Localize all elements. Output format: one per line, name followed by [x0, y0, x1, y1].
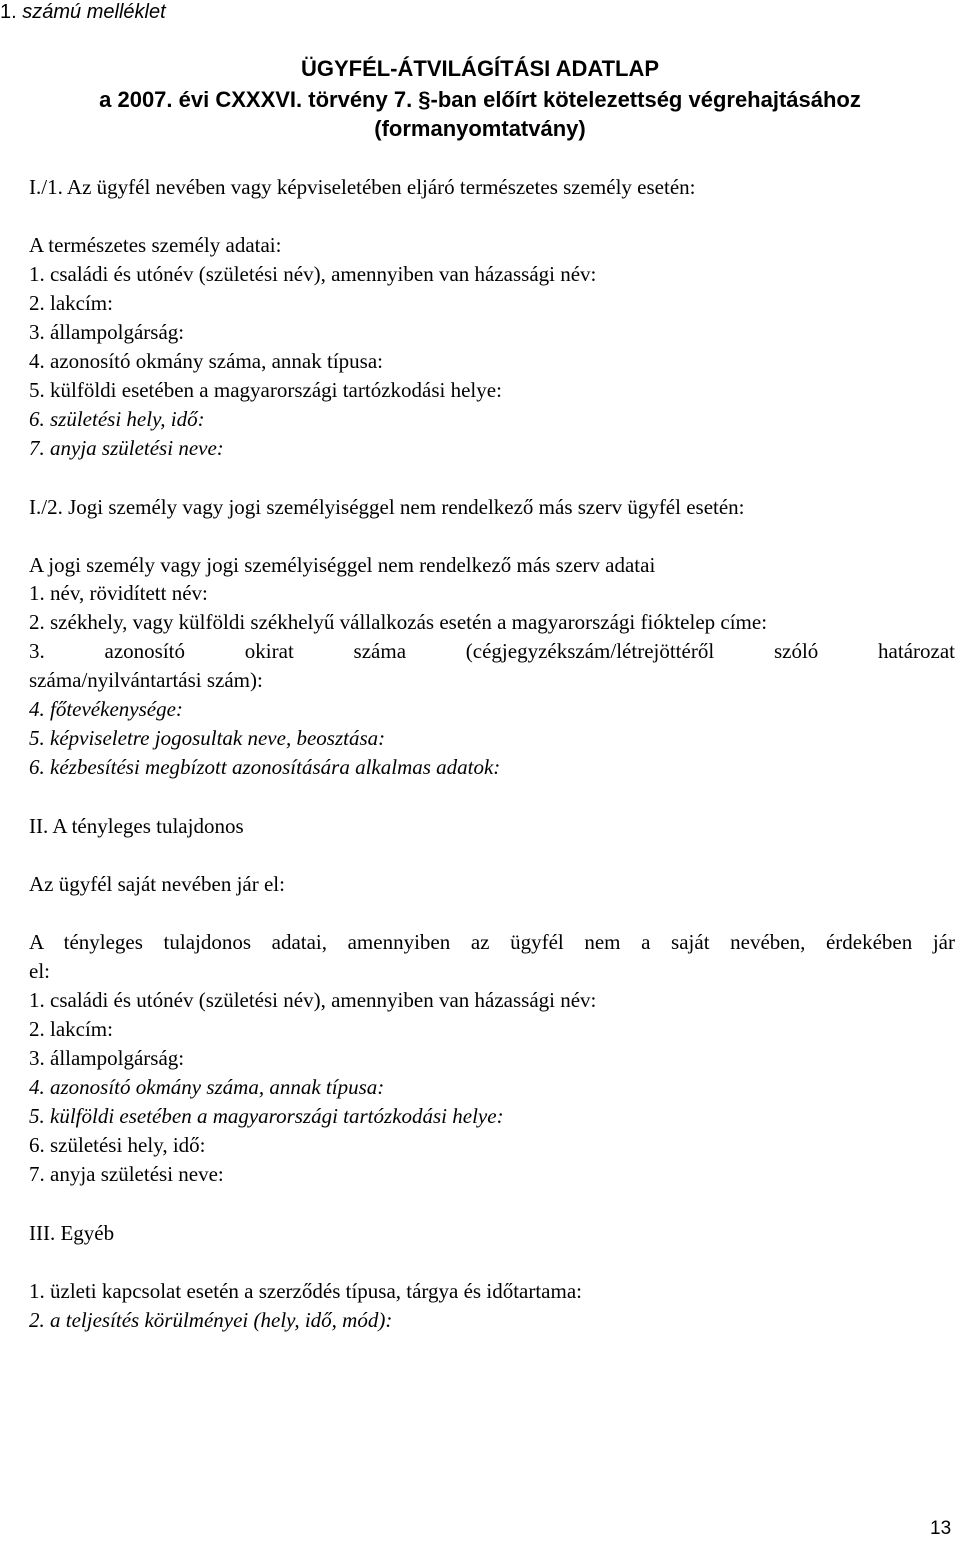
section-1-2-subheading: A jogi személy vagy jogi személyiséggel nem rendelkező más szerv adatai — [29, 553, 656, 577]
list-item: 5. képviseletre jogosultak neve, beosztása: — [29, 726, 386, 750]
list-item: 5. külföldi esetében a magyarországi tartózkodási helye: — [29, 1104, 504, 1128]
form-subtitle: a 2007. évi CXXXVI. törvény 7. §-ban előírt kötelezettség végrehajtásához — [99, 87, 861, 112]
annex-label — [0, 0, 166, 24]
list-item: 3. azonosító okirat száma (cégjegyzékszám/létrejöttéről szóló határozat — [29, 639, 955, 663]
list-item: 1. üzleti kapcsolat esetén a szerződés típusa, tárgya és időtartama: — [29, 1279, 582, 1303]
section-2-heading: II. A tényleges tulajdonos — [29, 814, 244, 838]
list-item: 5. külföldi esetében a magyarországi tartózkodási helye: — [29, 378, 502, 402]
list-item: 2. székhely, vagy külföldi székhelyű vállalkozás esetén a magyarországi fióktelep címe: — [29, 610, 768, 634]
section-1-1-heading: I./1. Az ügyfél nevében vagy képviseletében eljáró természetes személy esetén: — [29, 175, 696, 199]
list-item: 7. anyja születési neve: — [29, 436, 224, 460]
list-item: 4. azonosító okmány száma, annak típusa: — [29, 349, 383, 373]
section-3-heading: III. Egyéb — [29, 1221, 115, 1245]
section-1-1-subheading: A természetes személy adatai: — [29, 233, 282, 257]
list-item: 6. kézbesítési megbízott azonosítására alkalmas adatok: — [29, 755, 501, 779]
list-item: 2. a teljesítés körülményei (hely, idő, mód): — [29, 1308, 393, 1332]
annex-number: 1. — [0, 1, 17, 23]
list-item: 1. név, rövidített név: — [29, 581, 208, 605]
list-item: 4. azonosító okmány száma, annak típusa: — [29, 1075, 385, 1099]
annex-text: számú melléklet — [22, 1, 166, 23]
own-name-statement: Az ügyfél saját nevében jár el: — [29, 872, 285, 896]
form-title: ÜGYFÉL-ÁTVILÁGÍTÁSI ADATLAP — [300, 56, 660, 81]
beneficial-owner-intro-continuation: el: — [29, 959, 50, 983]
list-item: 2. lakcím: — [29, 291, 113, 315]
list-item: 6. születési hely, idő: — [29, 1133, 206, 1157]
form-type: (formanyomtatvány) — [374, 116, 586, 141]
list-item: 2. lakcím: — [29, 1017, 113, 1041]
list-item: 1. családi és utónév (születési név), amennyiben van házassági név: — [29, 988, 597, 1012]
list-item: 4. főtevékenysége: — [29, 697, 183, 721]
page-number: 13 — [930, 1518, 952, 1539]
list-item: 3. állampolgárság: — [29, 1046, 185, 1070]
list-item: 6. születési hely, idő: — [29, 407, 205, 431]
list-item: 7. anyja születési neve: — [29, 1162, 224, 1186]
list-item: 1. családi és utónév (születési név), amennyiben van házassági név: — [29, 262, 597, 286]
section-1-2-heading: I./2. Jogi személy vagy jogi személyiséggel nem rendelkező más szerv ügyfél esetén: — [29, 495, 745, 519]
beneficial-owner-intro: A tényleges tulajdonos adatai, amennyiben az ügyfél nem a saját nevében, érdekében jár — [29, 930, 955, 954]
list-item-continuation: száma/nyilvántartási szám): — [29, 668, 263, 692]
list-item: 3. állampolgárság: — [29, 320, 185, 344]
